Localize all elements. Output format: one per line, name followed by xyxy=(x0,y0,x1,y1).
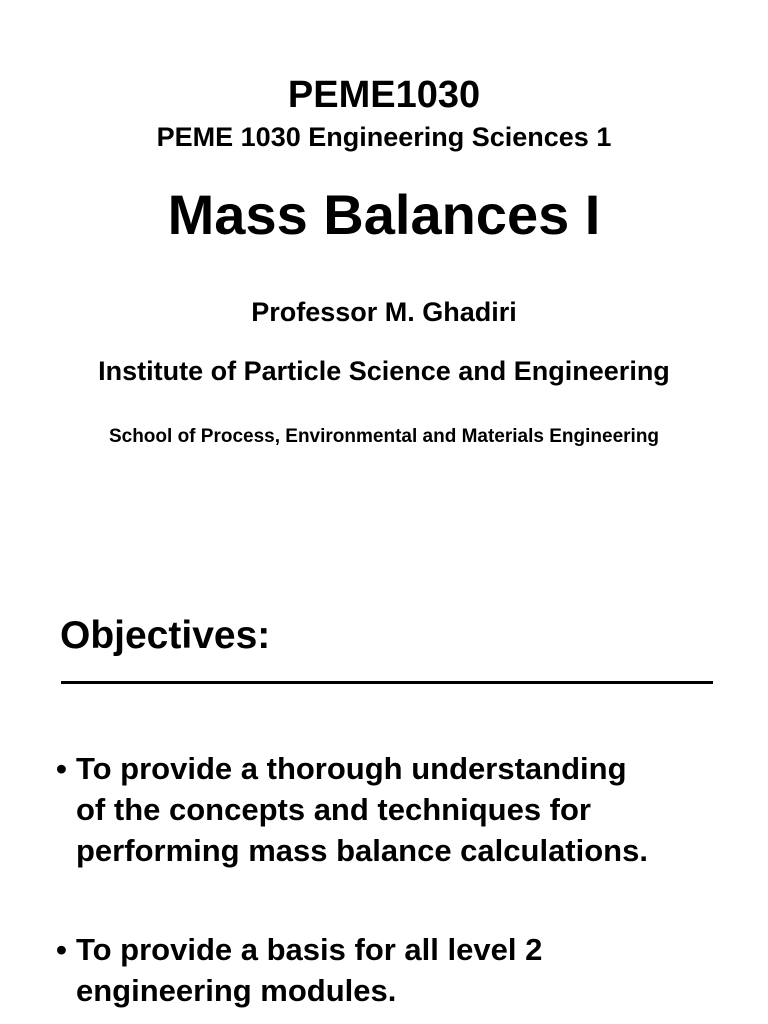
objectives-slide xyxy=(0,560,768,1024)
lecture-title: Mass Balances I xyxy=(167,183,601,246)
objective-item xyxy=(56,929,766,1011)
objective-line: of the concepts and techniques for xyxy=(76,792,591,827)
course-name: PEME 1030 Engineering Sciences 1 xyxy=(156,122,612,152)
heading-divider xyxy=(61,681,713,684)
bullet-icon: • xyxy=(56,932,67,967)
bullet-icon: • xyxy=(56,751,67,786)
institute-name: Institute of Particle Science and Engineering xyxy=(98,356,670,386)
objective-line: engineering modules. xyxy=(76,973,397,1008)
course-code: PEME1030 xyxy=(287,74,481,116)
professor-name: Professor M. Ghadiri xyxy=(251,297,517,327)
objective-line: To provide a thorough understanding xyxy=(76,751,627,786)
objective-item xyxy=(56,748,766,871)
objective-line: To provide a basis for all level 2 xyxy=(76,932,543,967)
objective-line: performing mass balance calculations. xyxy=(76,833,648,868)
objectives-heading: Objectives: xyxy=(60,614,271,657)
school-name: School of Process, Environmental and Materials Engineering xyxy=(108,426,660,447)
